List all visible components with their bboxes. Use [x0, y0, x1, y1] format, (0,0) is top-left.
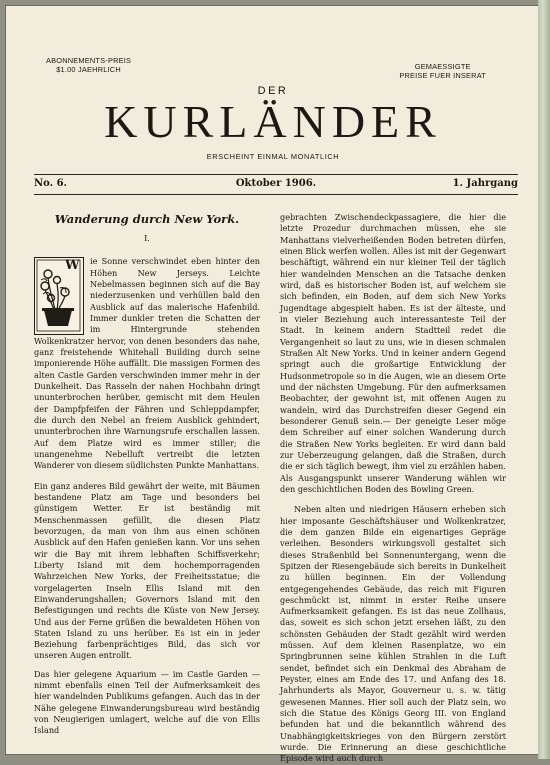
- masthead-subtitle: ERSCHEINT EINMAL MONATLICH: [206, 152, 340, 161]
- issue-date: Oktober 1906.: [235, 178, 317, 189]
- masthead-title: KURLÄNDER: [104, 96, 442, 147]
- issue-info-bar: [34, 178, 518, 192]
- dropcap-ornament: [34, 257, 84, 335]
- left-paragraph-1: ie Sonne verschwindet eben hinter den Höhen New Jerseys. Leichte Nebelmassen beginnen sich auf die Bay niederzusenken und verhüllen bald den Ausblick auf das malerische Hafenbild. Immer dunkler treten die Schatten der im Hintergrunde stehenden Wolkenkratzer hervor, von denen besonders das nahe, ganz freistehende Whitehall Building durch seine imponierende Höhe auffällt. Die massigen Formen des alten Castle Garden verschwinden immer mehr in der Dunkelheit. Das Rasseln der nahen Hochbahn dringt ununterbrochen herüber, gemischt mit dem Heulen der Dampfpfeifen der Fähren und Schleppdampfer, die durch den Nebel an freiem Ausblick gehindert, ununterbrochen ihre Warnungsrufe erschallen lassen. Auf dem Platze wird es immer stiller; die unangenehme Nebelluft vertreibt die letzten Wanderer von diesem südlichsten Punkte Manhattans.: [34, 256, 260, 471]
- advertising-note-line2: PREISE FUER INSERAT: [399, 71, 486, 80]
- right-paragraph-2: Neben alten und niedrigen Häusern erheben sich hier imposante Geschäftshäuser und Wolkenkratzer, die dem ganzen Bilde ein eigenartiges Gepräge verleihen. Besonders wirkungsvoll gestaltet sich dieses Straßenbild bei Sonnenuntergang, wenn die Spitzen der Riesengebäude sich bereits in Dunkelheit zu hüllen beginnen. Ein der Vollendung entgegengehendes Gebäude, das reich mit Figuren geschmückt ist, nimmt in erster Reihe unsere Aufmerksamkeit gefangen. Es ist das neue Zollhaus, das, soweit es sich schon jetzt ersehen läßt, zu den schönsten Gebäuden der Stadt gezählt wird werden müssen. Auf dem kleinen Rasenplatze, wo ein Springbrunnen seine kühlen Strahlen in die Luft sendet, befindet sich ein Denkmal des Abraham de Peyster, eines am Ende des 17. und Anfang des 18. Jahrhunderts als Mayor, Gouverneur u. s. w. tätig gewesenen Mannes. Hier soll auch der Platz sein, wo sich die Statue des Königs Georg III. von England befunden hat und die bekanntlich während des Unabhängigkeitskrieges von den Bürgern zerstört wurde. Die Erinnerung an diese geschichtliche Episode wird auch durch: [280, 504, 506, 764]
- article-title: Wanderung durch New York.: [54, 212, 240, 226]
- right-paragraph-1: gebrachten Zwischendeckpassagiere, die hier die letzte Prozedur durchmachen müssen, ehe sie Manhattans vielverheißenden Boden betreten dürfen, einen Blick werfen wollen. Alles ist mit der Gegenwart beschäftigt, während ein nur kleiner Teil der täglich hier wandelnden Menschen an die Tatsache denken wird, daß es historischer Boden ist, auf welchem sie sich befinden, ein Boden, auf dem sich New Yorks Jugendtage abgespielt haben. Es ist der älteste, und in vieler Beziehung auch interessanteste Teil der Stadt. In keinem andern Stadtteil redet die Vergangenheit so laut zu uns, wie in diesen schmalen Straßen Alt New Yorks. Und in keiner andern Gegend springt auch die großartige Entwicklung der Hudsonmetropole so in die Augen, wie an diesem Orte und der nächsten Umgebung. Für den aufmerksamen Beobachter, der gewohnt ist, mit offenen Augen zu wandeln, wird das Durchstreifen dieser Gegend ein besonderer Genuß sein.— Der geneigte Leser möge dem Schreiber auf einer solchen Wanderung durch die Straßen New Yorks begleiten. Er wird dann bald zur Ueberzeugung gelangen, daß die Straßen, durch die er sich täglich bewegt, ihm viel zu erzählen haben. Als Ausgangspunkt unserer Wanderung wählen wir den geschichtlichen Boden des Bowling Green.: [280, 212, 506, 494]
- masthead-article: DER: [257, 85, 289, 97]
- newspaper-page: [6, 6, 540, 764]
- left-paragraph-2: Ein ganz anderes Bild gewährt der weite, mit Bäumen bestandene Platz am Tage und besonders bei günstigem Wetter. Er ist beständig mit Menschenmassen gefüllt, die diesen Platz bevorzugen, da man von ihm aus einen schönen Ausblick auf den Hafen genießen kann. Vor uns sehen wir die Bay mit ihrem lebhaften Schiffsverkehr; Liberty Island mit dem hochemporragenden Wahrzeichen New Yorks, der Freiheitsstatue; die vorgelagerten Inseln Ellis Island mit den Einwanderungshallen; Governors Island mit den Befestigungen und rechts die Küste von New Jersey. Und aus der Ferne grüßen die bewaldeten Höhen von Staten Island zu uns herüber. Es ist ein in jeder Beziehung farbenprächtiges Bild, das sich vor unseren Augen entrollt.: [34, 480, 260, 661]
- subscription-amount: $1.00 JAEHRLICH: [56, 65, 121, 74]
- top-rule: [34, 174, 518, 175]
- binding-edge: [538, 0, 550, 759]
- issue-number: No. 6.: [34, 178, 68, 189]
- right-column: [280, 212, 506, 765]
- subscription-label: ABONNEMENTS-PREIS: [46, 56, 132, 65]
- issue-volume: 1. Jahrgang: [452, 178, 518, 189]
- advertising-note: [399, 62, 486, 80]
- advertising-note-line1: GEMAESSIGTE: [414, 62, 471, 71]
- left-column: [34, 212, 260, 737]
- dropcap-letter: W: [65, 258, 80, 274]
- left-paragraph-3: Das hier gelegene Aquarium — im Castle Garden — nimmt ebenfalls einen Teil der Aufmerksamkeit des hier wandelnden Publikums gefangen. Auch das in der Nähe gelegene Einwanderungsbureau wird beständig von Neugierigen umlagert, welche auf die von Ellis Island: [34, 668, 260, 736]
- article-section-number: I.: [144, 233, 150, 243]
- subscription-price: [46, 56, 131, 74]
- bottom-rule: [34, 194, 518, 195]
